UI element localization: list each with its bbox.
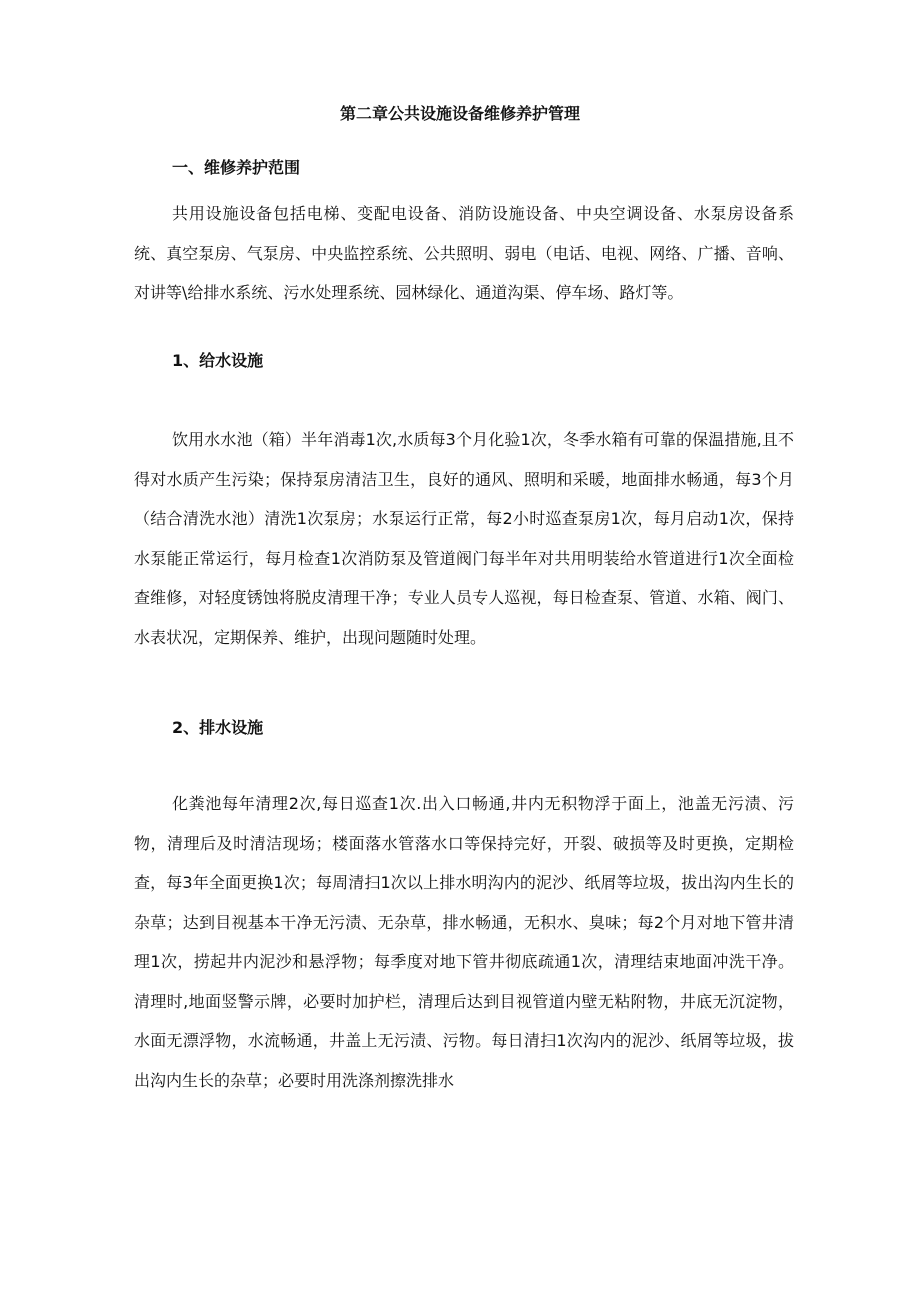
paragraph-maintenance-scope: 共用设施设备包括电梯、变配电设备、消防设施设备、中央空调设备、水泵房设备系统、真空泵房、气泵房、中央监控系统、公共照明、弱电（电话、电视、网络、广播、音响、对讲等\给排水系统、污水处理系统、园林绿化、通道沟渠、停车场、路灯等。: [134, 204, 794, 302]
section-heading-drainage: 2、排水设施: [172, 718, 264, 737]
page-title: 第二章公共设施设备维修养护管理: [339, 104, 580, 123]
paragraph-water-supply: 饮用水水池（箱）半年消毒1次,水质每3个月化验1次，冬季水箱有可靠的保温措施,且不得对水质产生污染；保持泵房清洁卫生，良好的通风、照明和采暖，地面排水畅通，每3个月（结合清洗水池）清洗1次泵房；水泵运行正常，每2小时巡查泵房1次，每月启动1次，保持水泵能正常运行，每月检查1次消防泵及管道阀门每半年对共用明装给水管道进行1次全面检查维修，对轻度锈蚀将脱皮清理干净；专业人员专人巡视，每日检查泵、管道、水箱、阀门、水表状况，定期保养、维护，出现问题随时处理。: [134, 430, 794, 647]
section-heading-maintenance-scope: 一、维修养护范围: [172, 158, 301, 177]
section-heading-water-supply: 1、给水设施: [172, 351, 264, 370]
paragraph-drainage: 化粪池每年清理2次,每日巡查1次.出入口畅通,井内无积物浮于面上，池盖无污渍、污物，清理后及时清洁现场；楼面落水管落水口等保持完好，开裂、破损等及时更换，定期检查，每3年全面更换1次；每周清扫1次以上排水明沟内的泥沙、纸屑等垃圾，拔出沟内生长的杂草；达到目视基本干净无污渍、无杂草，排水畅通，无积水、臭味；每2个月对地下管井清理1次，捞起井内泥沙和悬浮物；每季度对地下管井彻底疏通1次，清理结束地面冲洗干净。清理时,地面竖警示牌，必要时加护栏，清理后达到目视管道内壁无粘附物，井底无沉淀物，水面无漂浮物，水流畅通，井盖上无污渍、污物。每日清扫1次沟内的泥沙、纸屑等垃圾，拔出沟内生长的杂草；必要时用洗涤剂擦洗排水: [134, 794, 794, 1090]
